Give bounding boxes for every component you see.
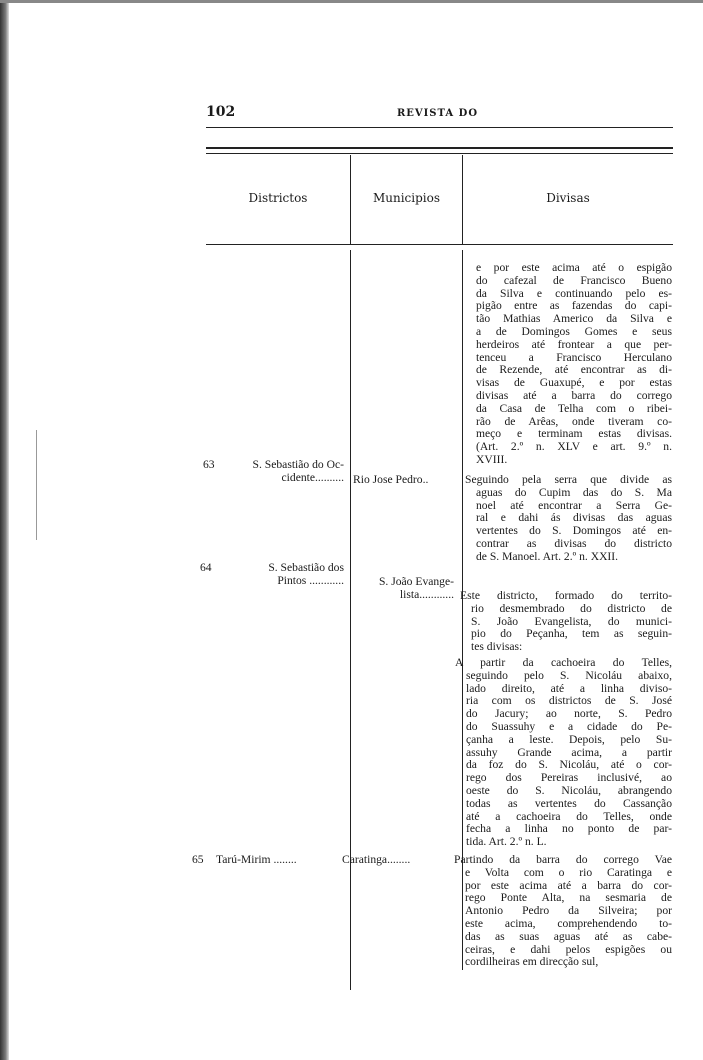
text-line: Antonio Pedro da Silveira; por — [465, 904, 672, 918]
text-line: rego Ponte Alta, na sesmaria de — [465, 891, 672, 905]
text-line: Rio Jose Pedro.. — [353, 473, 429, 486]
text-line: ral e dahi ás divisas das aguas — [476, 511, 672, 525]
text-line: por este acima até a barra do cor- — [465, 878, 672, 892]
text-line: noel até encontrar a Serra Ge- — [476, 498, 672, 512]
text-line: S. Sebastião do Oc- — [252, 458, 344, 471]
text-line: Partindo da barra do corrego Vae — [454, 853, 672, 866]
district-name — [222, 562, 344, 588]
table-top-rule — [206, 147, 673, 149]
text-line: pigão entre as fazendas do capi- — [476, 299, 672, 313]
divisas-text — [454, 854, 672, 969]
text-line: S. João Evange- — [378, 575, 454, 588]
text-line: Caratinga........ — [342, 853, 411, 866]
margin-bleed-mark — [36, 430, 37, 540]
table-top-rule-thin — [206, 153, 673, 154]
divisas-continuation — [476, 262, 672, 467]
text-line: tenceu a Francisco Herculano — [476, 350, 672, 364]
text-line: a de Domingos Gomes e seus — [476, 324, 672, 338]
column-header-municipios: Municipios — [372, 191, 441, 205]
text-line: tes divisas: — [471, 640, 523, 654]
text-line: Pintos ............ — [277, 573, 344, 587]
column-header-divisas: Divisas — [546, 191, 590, 205]
text-line: até a cachoeira do Telles, onde — [466, 809, 672, 823]
text-line: da Silva e continuando pelo es- — [476, 286, 672, 300]
running-title: REVISTA DO — [396, 108, 479, 119]
text-line: contrar as divisas do districto — [476, 536, 672, 550]
text-line: lista............ — [399, 587, 454, 601]
municipio-name — [348, 576, 454, 602]
text-line: assuhy Grande acima, a partir — [466, 745, 672, 759]
page-top-edge — [0, 0, 703, 3]
text-line: meço e terminam estas divisas. — [476, 427, 672, 441]
text-line: oeste do S. Nicoláu, abrangendo — [466, 783, 672, 797]
text-line: Este districto, formado do territo- — [460, 589, 672, 602]
text-line: cordilheiras em direcção sul, — [465, 955, 599, 969]
municipio-name — [353, 474, 459, 487]
text-line: ceiras, e dahi pelos espigões ou — [465, 942, 672, 956]
text-line: de Rezende, até encontrar as di- — [476, 363, 672, 377]
column-header-districtos: Districtos — [248, 191, 308, 205]
header-rule — [206, 127, 673, 128]
text-line: tida. Art. 2.º n. L. — [466, 835, 547, 849]
text-line: (Art. 2.º n. XLV e art. 9.º n. — [476, 440, 672, 454]
text-line: çanha a leste. Depois, pelo Su- — [466, 732, 672, 746]
text-line: A partir da cachoeira do Telles, — [455, 656, 672, 669]
row-number: 64 — [200, 561, 212, 574]
district-name — [222, 459, 344, 485]
text-line: tão Mathias Americo da Silva e — [476, 312, 672, 326]
text-line: lado direito, até a linha diviso- — [466, 681, 672, 695]
divisas-text — [460, 590, 672, 654]
text-line: todas as vertentes do Cassanção — [466, 796, 672, 810]
text-line: da foz do S. Nicoláu, até o cor- — [466, 758, 672, 772]
text-line: visas de Guaxupé, e por estas — [476, 376, 672, 390]
text-line: da Casa de Telha com o ribei- — [476, 401, 672, 415]
column-divider — [350, 250, 351, 990]
text-line: ria com os districtos de S. José — [466, 694, 672, 708]
text-line: e Volta com o rio Caratinga e — [465, 865, 672, 879]
row-number: 63 — [203, 458, 215, 471]
divisas-text — [465, 474, 672, 564]
text-line: S. João Evangelista, do munici- — [471, 614, 672, 628]
text-line: vertentes do S. Domingos até en- — [476, 524, 672, 538]
text-line: do Suassuhy e a cidade do Pe- — [466, 719, 672, 733]
text-line: este acima, comprehendendo to- — [465, 916, 672, 930]
page-number: 102 — [206, 104, 236, 120]
text-line: Tarú-Mirim ........ — [216, 853, 297, 866]
text-line: cidente.......... — [281, 470, 344, 484]
text-line: divisas até a barra do corrego — [476, 388, 672, 402]
text-line: das as suas aguas até as cabe- — [465, 929, 672, 943]
text-line: aguas do Cupim das do S. Ma — [476, 485, 672, 499]
text-line: seguindo pelo S. Nicoláu abaixo, — [466, 668, 672, 682]
text-line: Seguindo pela serra que divide as — [465, 473, 672, 486]
table-header-rule — [206, 244, 673, 245]
text-line: pio do Peçanha, tem as seguin- — [471, 627, 672, 641]
row-number: 65 — [192, 853, 204, 866]
book-binding-shadow — [0, 0, 9, 1060]
municipio-name — [342, 854, 448, 867]
text-line: fecha a linha no ponto de par- — [466, 822, 672, 836]
text-line: do cafezal de Francisco Bueno — [476, 273, 672, 287]
text-line: e por este acima até o espigão — [476, 261, 672, 274]
text-line: S. Sebastião dos — [268, 561, 344, 574]
text-line: rego dos Pereiras inclusivé, ao — [466, 771, 672, 785]
text-line: do Jacury; ao norte, S. Pedro — [466, 707, 672, 721]
text-line: rio desmembrado do districto de — [471, 601, 672, 615]
district-name — [216, 854, 338, 867]
text-line: XVIII. — [476, 452, 508, 466]
text-line: de S. Manoel. Art. 2.º n. XXII. — [476, 549, 619, 563]
text-line: herdeiros até frontear a que per- — [476, 337, 672, 351]
text-line: rão de Arêas, onde tiveram co- — [476, 414, 672, 428]
divisas-text — [455, 657, 672, 849]
